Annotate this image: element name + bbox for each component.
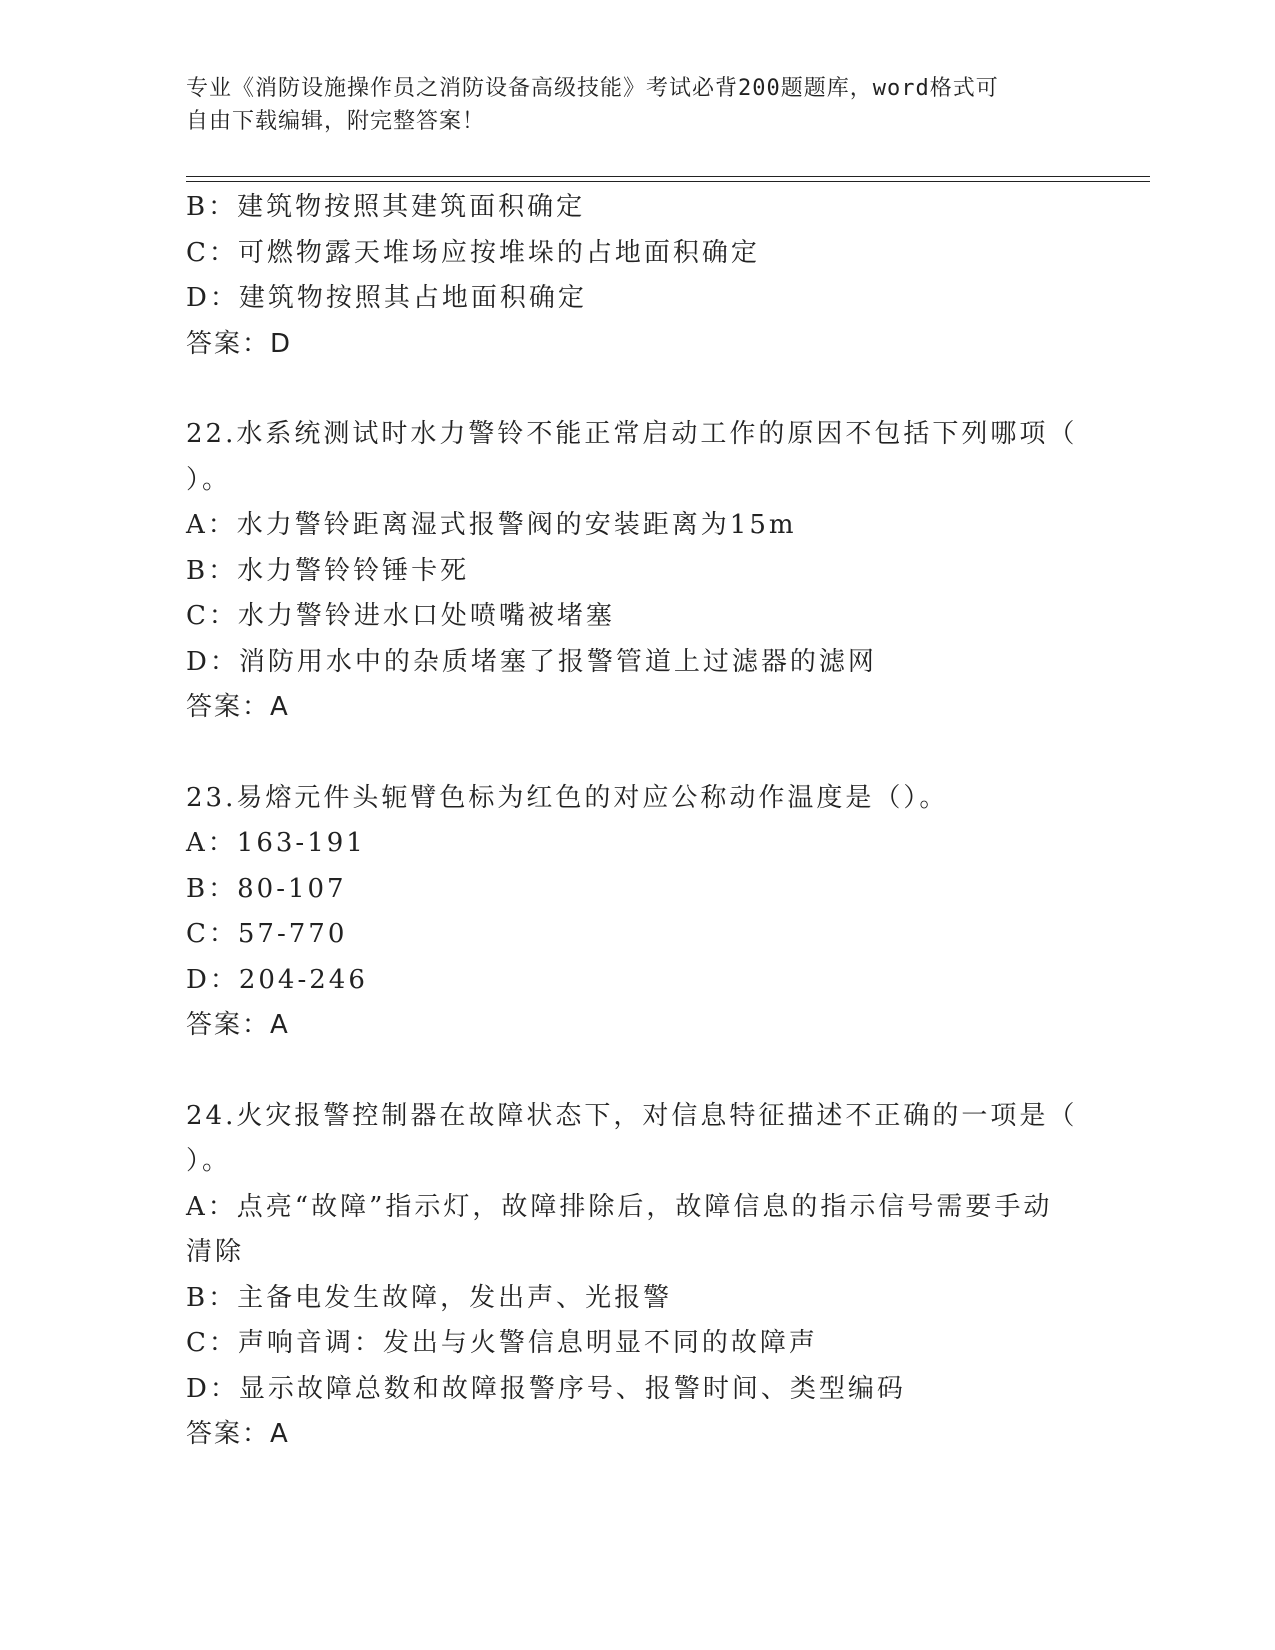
answer: 答案：D	[186, 328, 293, 359]
option-c: C：57-770	[186, 919, 348, 949]
option-d: D：显示故障总数和故障报警序号、报警时间、类型编码	[186, 1373, 906, 1404]
header-line-2: 自由下载编辑，附完整答案！	[186, 109, 486, 134]
answer: 答案：A	[186, 692, 290, 722]
answer: 答案：A	[186, 1419, 290, 1449]
option-d: D：建筑物按照其占地面积确定	[186, 283, 587, 313]
question-stem: 23.易熔元件头轭臂色标为红色的对应公称动作温度是（）。	[186, 782, 949, 813]
option-a: A：点亮“故障”指示灯，故障排除后，故障信息的指示信号需要手动	[186, 1191, 1053, 1222]
document-header	[186, 72, 1066, 138]
header-divider-top	[186, 176, 1150, 177]
header-line-1: 专业《消防设施操作员之消防设备高级技能》考试必背200题题库，word格式可	[186, 76, 999, 101]
question-stem: 24.火灾报警控制器在故障状态下，对信息特征描述不正确的一项是（	[186, 1100, 1078, 1131]
option-d: D：消防用水中的杂质堵塞了报警管道上过滤器的滤网	[186, 646, 877, 677]
option-c: C：声响音调：发出与火警信息明显不同的故障声	[186, 1328, 818, 1358]
question-21-continued	[186, 185, 1076, 367]
option-b: B：主备电发生故障，发出声、光报警	[186, 1282, 673, 1313]
question-stem: 22.水系统测试时水力警铃不能正常启动工作的原因不包括下列哪项（	[186, 419, 1078, 449]
option-b: B：80-107	[186, 873, 347, 904]
option-d: D：204-246	[186, 964, 368, 995]
answer: 答案：A	[186, 1010, 290, 1040]
question-22	[186, 412, 1076, 731]
question-list	[186, 185, 1076, 1458]
option-b: B：水力警铃铃锤卡死	[186, 555, 470, 586]
header-divider-bottom	[186, 181, 1150, 182]
option-c: C：水力警铃进水口处喷嘴被堵塞	[186, 601, 615, 631]
option-a: A：163-191	[186, 828, 366, 858]
option-a: A：水力警铃距离湿式报警阀的安装距离为15m	[186, 510, 797, 540]
question-stem-continued: ）。	[186, 1146, 232, 1176]
option-a-continued: 清除	[186, 1237, 245, 1267]
question-24	[186, 1094, 1076, 1458]
option-c: C：可燃物露天堆场应按堆垛的占地面积确定	[186, 237, 760, 268]
question-stem-continued: ）。	[186, 464, 232, 495]
question-23	[186, 776, 1076, 1049]
option-b: B：建筑物按照其建筑面积确定	[186, 192, 586, 222]
